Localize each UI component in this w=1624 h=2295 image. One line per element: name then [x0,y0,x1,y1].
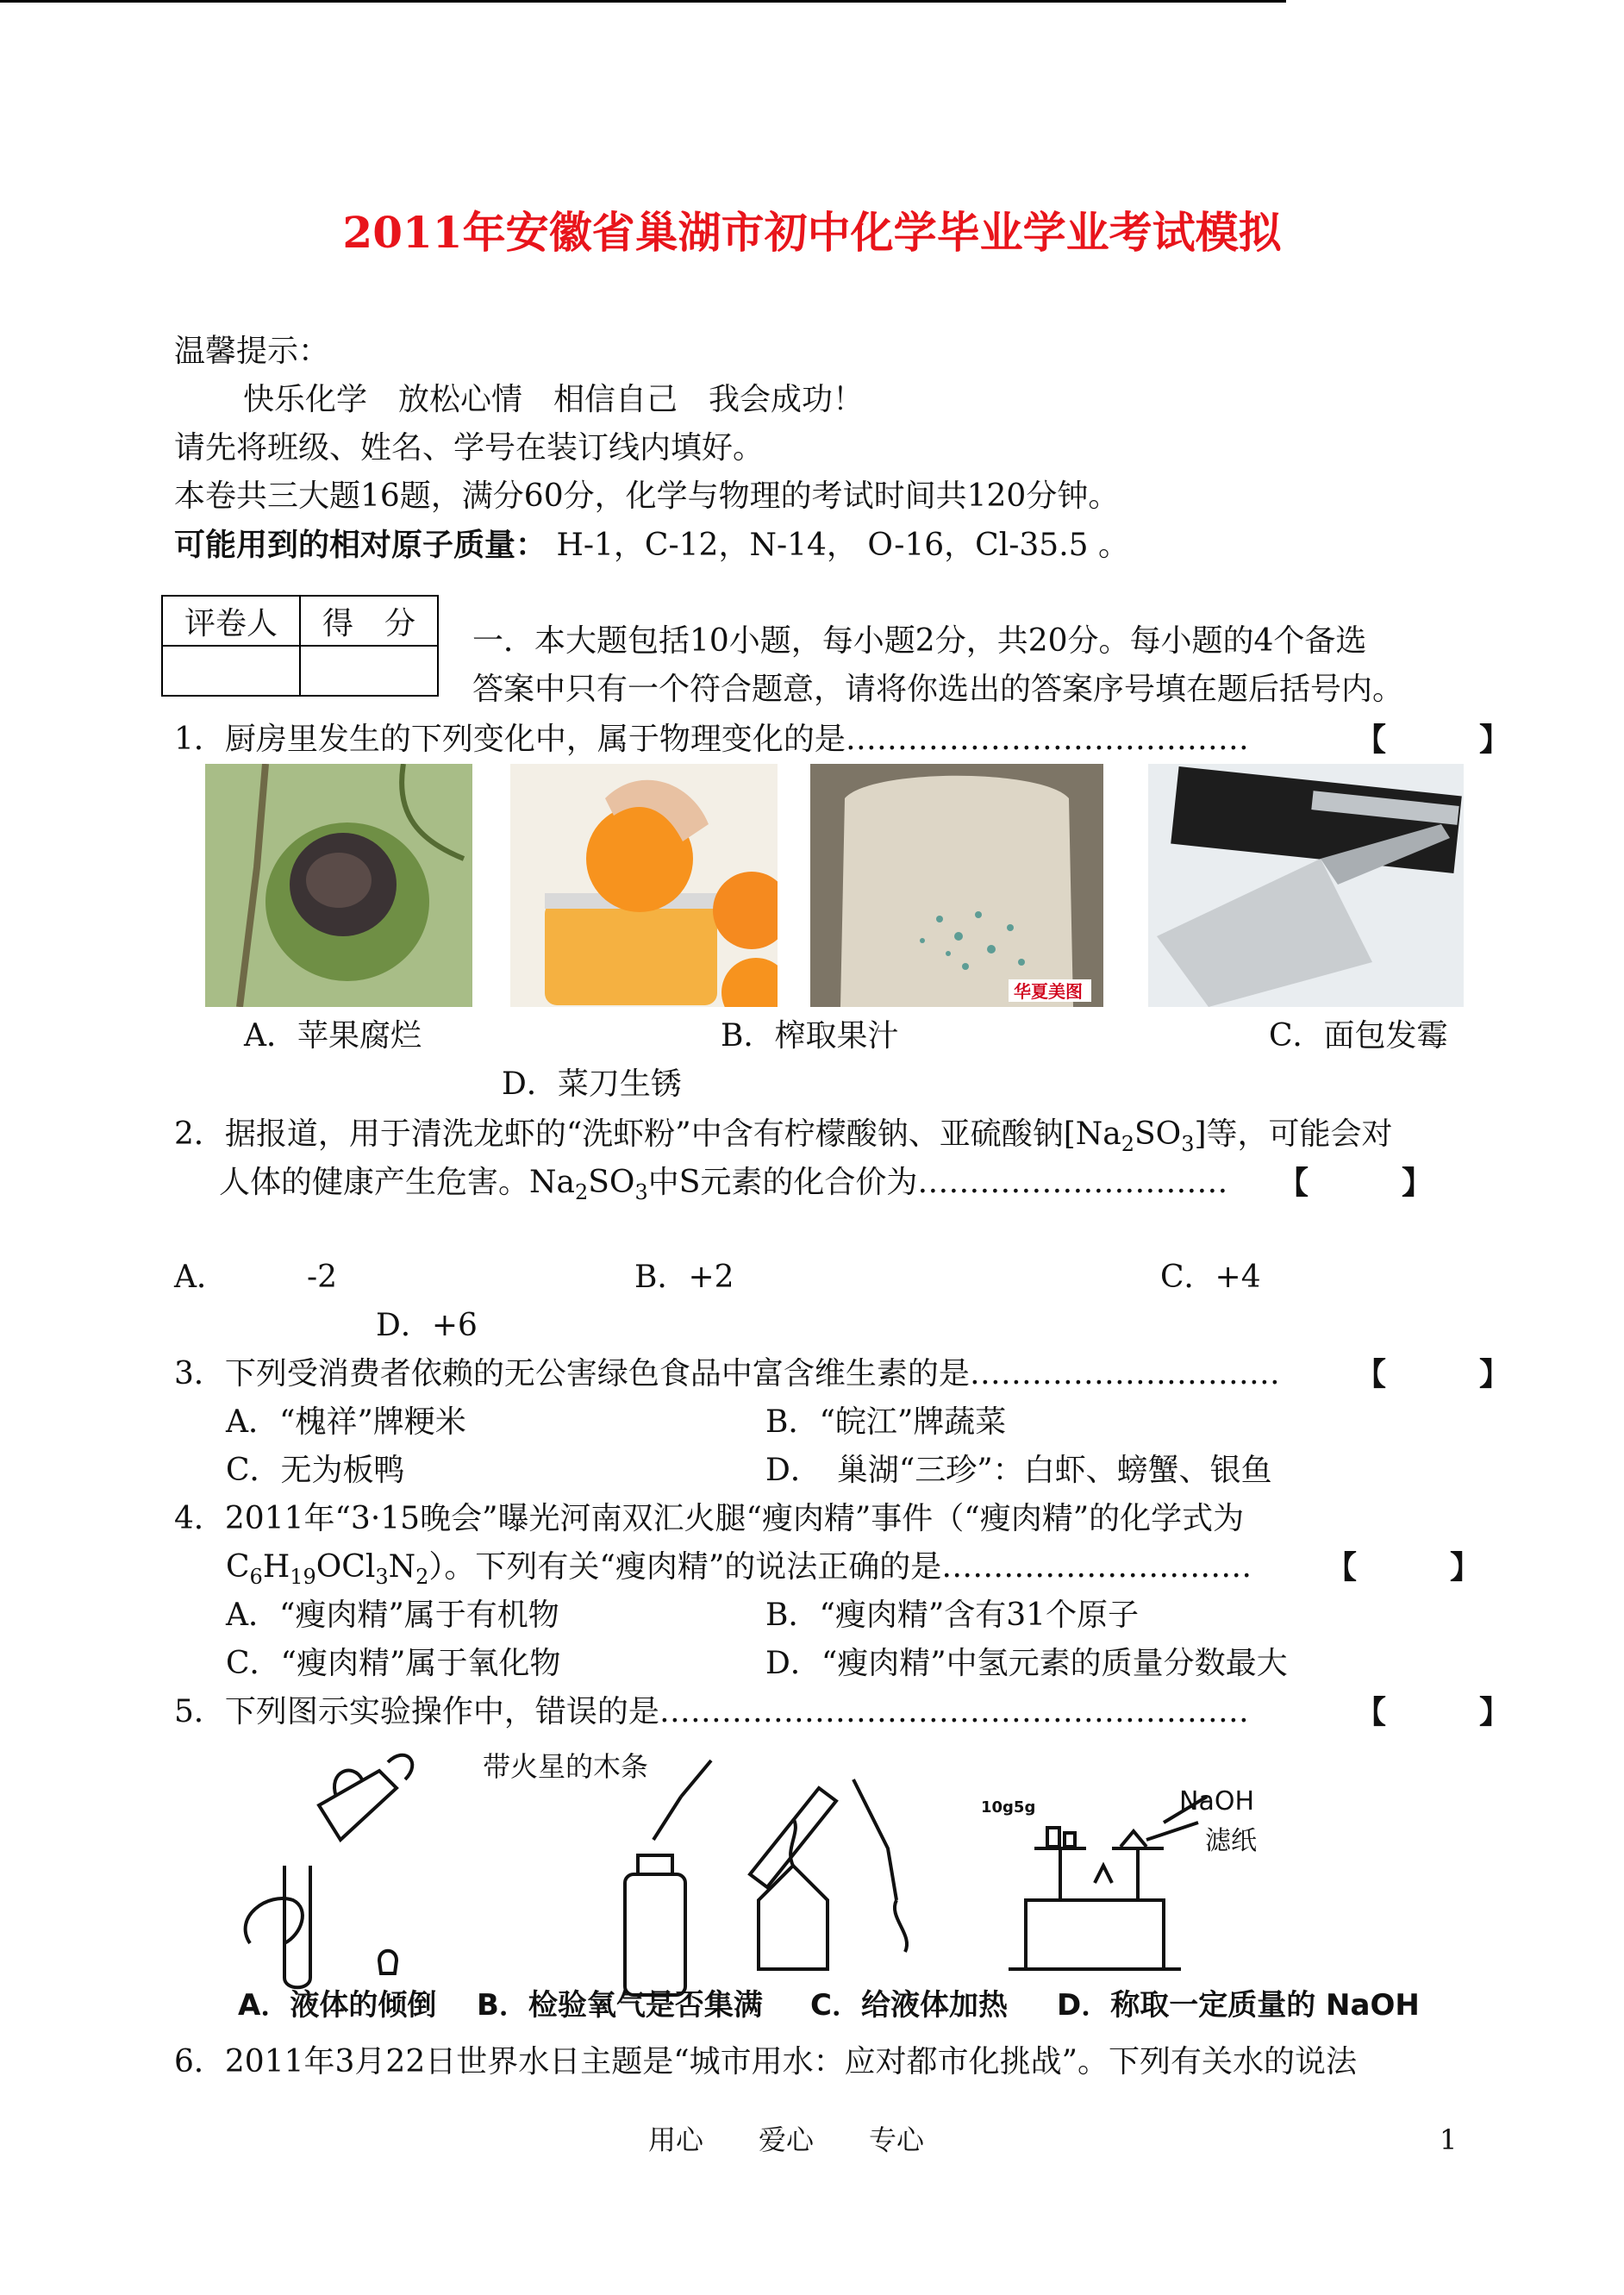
q5-caption-c: C．给液体加热 [810,1988,1008,2023]
q1-answer-bracket[interactable]: 【 】 [1355,722,1511,758]
q5-stem: 5．下列图示实验操作中，错误的是………………………………………………… [174,1694,1249,1729]
q3-option-d[interactable]: D． 巢湖“三珍”：白虾、螃蟹、银鱼 [765,1453,1272,1488]
page-number: 1 [1440,2123,1458,2156]
atomic-mass-label: 可能用到的相对原子质量： [174,527,547,563]
footer-text: 用心 爱心 专心 [648,2123,925,2156]
tips-heading: 温馨提示： [174,334,330,369]
photo-juicer [510,764,778,1007]
q5-diagram-strip [233,1745,1405,2004]
q2-option-d[interactable]: D．+6 [376,1308,478,1343]
q1-stem: 1．厨房里发生的下列变化中，属于物理变化的是………………………………… [174,722,1249,757]
atomic-mass-line [174,526,1129,565]
q4-option-c[interactable]: C．“瘦肉精”属于氧化物 [226,1646,561,1681]
score-table [161,595,439,697]
q2-option-b[interactable]: B．+2 [634,1260,734,1295]
photo-rotten-apple [205,764,472,1007]
q1-option-a[interactable]: A．苹果腐烂 [244,1018,422,1054]
diagram-oxygen-test [625,1760,711,1995]
score-header: 得 分 [300,596,438,646]
tips-slogan: 快乐化学 放松心情 相信自己 我会成功！ [243,382,865,417]
page-title: 2011年安徽省巢湖市初中化学毕业学业考试模拟 [342,207,1282,258]
photo-moldy-bread [810,764,1103,1007]
q4-option-a[interactable]: A．“瘦肉精”属于有机物 [226,1598,559,1633]
splint-label: 带火星的木条 [483,1750,649,1783]
q5-answer-bracket[interactable]: 【 】 [1355,1694,1511,1730]
diagram-balance-naoh [1009,1797,1207,1969]
q4-line1: 4．2011年“3·15晚会”曝光河南双汇火腿“瘦肉精”事件（“瘦肉精”的化学式为 [174,1501,1245,1536]
q4-option-b[interactable]: B．“瘦肉精”含有31个原子 [765,1598,1140,1633]
q3-answer-bracket[interactable]: 【 】 [1355,1356,1511,1392]
q4-line2: $C_6H_{19}OCl_3N_2$）。下列有关“瘦肉精”的说法正确的是………………………… [226,1549,1252,1590]
diagram-pouring-liquid [246,1755,413,1988]
weights-label: 10g5g [981,1798,1036,1817]
q1-option-b[interactable]: B．榨取果汁 [721,1018,899,1054]
q2-option-a[interactable]: A． -2 [174,1260,338,1295]
q5-caption-d: D．称取一定质量的 NaOH [1057,1988,1420,2023]
q2-line1: 2．据报道，用于清洗龙虾的“洗虾粉”中含有柠檬酸钠、亚硫酸钠$[Na_2SO_3]$等，可能会对 [174,1116,1393,1157]
photo-kitchen-knife [1148,764,1464,1007]
tips-line1: 请先将班级、姓名、学号在装订线内填好。 [174,430,765,466]
q3-option-b[interactable]: B．“皖江”牌蔬菜 [765,1404,1007,1440]
q3-option-c[interactable]: C．无为板鸭 [226,1453,405,1488]
top-rule [0,0,1286,3]
q2-option-c[interactable]: C．+4 [1160,1260,1261,1295]
q2-line2: 人体的健康产生危害。$Na_2SO_3$中S元素的化合价为………………………… [219,1165,1228,1205]
score-cell[interactable] [300,646,438,696]
q1-option-c[interactable]: C．面包发霉 [1269,1018,1448,1054]
section1-line1: 一．本大题包括10小题，每小题2分，共20分。每小题的4个备选 [472,623,1367,659]
q5-caption-a: A．液体的倾倒 [238,1988,437,2023]
section1-line2: 答案中只有一个符合题意，请将你选出的答案序号填在题后括号内。 [472,672,1404,707]
atomic-mass-values: H-1，C-12，N-14， O-16，Cl-35.5 。 [556,528,1129,563]
q5-caption-b: B．检验氧气是否集满 [477,1988,763,2023]
grader-cell[interactable] [162,646,300,696]
q4-option-d[interactable]: D．“瘦肉精”中氢元素的质量分数最大 [765,1646,1288,1681]
naoh-label: NaOH [1179,1786,1254,1817]
q3-option-a[interactable]: A．“槐祥”牌粳米 [226,1404,466,1440]
q4-answer-bracket[interactable]: 【 】 [1326,1549,1482,1585]
q1-option-d[interactable]: D．菜刀生锈 [502,1066,682,1102]
filter-paper-label: 滤纸 [1205,1826,1257,1856]
bread-watermark: 华夏美图 [1014,981,1083,1002]
grader-header: 评卷人 [162,596,300,646]
diagram-heating-liquid [750,1779,907,1969]
q2-answer-bracket[interactable]: 【 】 [1277,1165,1433,1201]
q6-stem: 6．2011年3月22日世界水日主题是“城市用水：应对都市化挑战”。下列有关水的说法 [174,2044,1358,2079]
q3-stem: 3．下列受消费者依赖的无公害绿色食品中富含维生素的是………………………… [174,1356,1280,1391]
tips-line2: 本卷共三大题16题，满分60分，化学与物理的考试时间共120分钟。 [174,478,1120,514]
